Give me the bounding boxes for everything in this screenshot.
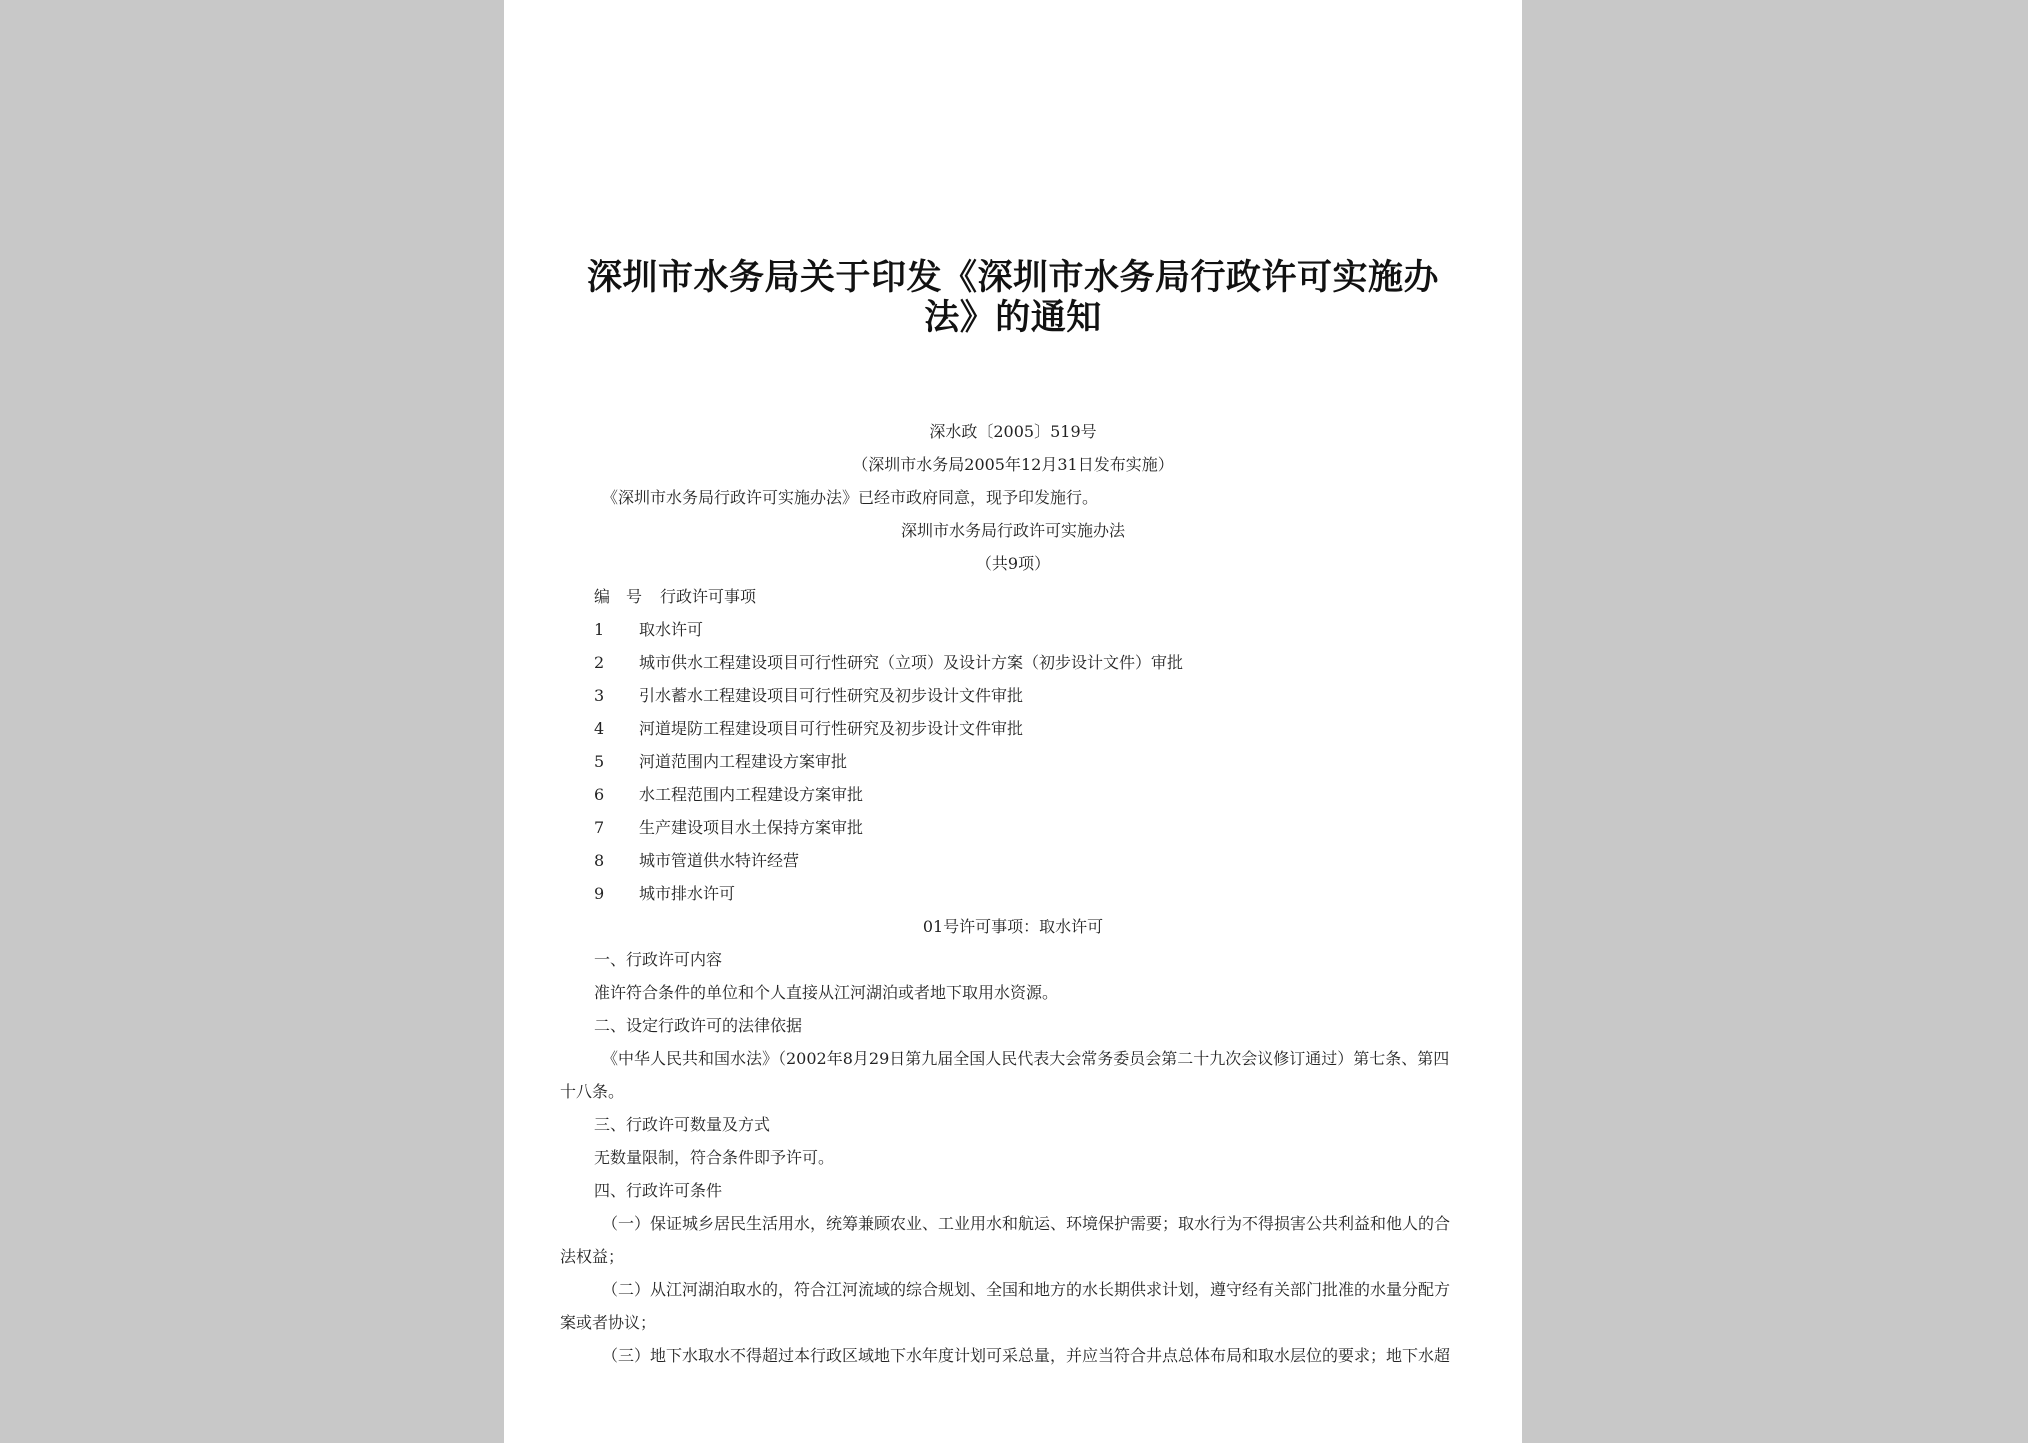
paragraph: （三）地下水取水不得超过本行政区域地下水年度计划可采总量，并应当符合井点总体布局和取水层位的要求；地下水超 — [602, 1346, 1451, 1365]
list-item-num: 5 — [594, 752, 605, 771]
list-item-text: 生产建设项目水土保持方案审批 — [639, 818, 864, 837]
list-item-text: 河道堤防工程建设项目可行性研究及初步设计文件审批 — [639, 719, 1024, 738]
list-item-num: 1 — [594, 620, 605, 639]
document-page — [504, 0, 1522, 1443]
list-item-num: 4 — [594, 719, 605, 738]
section-heading: 二、设定行政许可的法律依据 — [594, 1016, 803, 1035]
list-item-text: 引水蓄水工程建设项目可行性研究及初步设计文件审批 — [639, 686, 1024, 705]
list-item-text: 城市排水许可 — [639, 884, 736, 903]
list-item-text: 水工程范围内工程建设方案审批 — [639, 785, 864, 804]
paragraph: （一）保证城乡居民生活用水，统筹兼顾农业、工业用水和航运、环境保护需要；取水行为不得损害公共利益和他人的合 — [602, 1214, 1451, 1233]
list-item-num: 2 — [594, 653, 605, 672]
paragraph-continued: 十八条。 — [560, 1082, 625, 1101]
paragraph-continued: 案或者协议； — [560, 1313, 657, 1332]
list-item-num: 9 — [594, 884, 605, 903]
paragraph: 准许符合条件的单位和个人直接从江河湖泊或者地下取用水资源。 — [594, 983, 1059, 1002]
list-item-num: 8 — [594, 851, 605, 870]
paragraph: 无数量限制，符合条件即予许可。 — [594, 1148, 835, 1167]
list-item-text: 取水许可 — [639, 620, 704, 639]
list-item-text: 城市管道供水特许经营 — [639, 851, 800, 870]
list-item-num: 3 — [594, 686, 605, 705]
document-number: 深水政〔2005〕519号 — [929, 422, 1097, 441]
section-title: 01号许可事项：取水许可 — [922, 917, 1104, 936]
section-heading: 一、行政许可内容 — [594, 950, 723, 969]
section-heading: 三、行政许可数量及方式 — [594, 1115, 771, 1134]
document-title: 深圳市水务局关于印发《深圳市水务局行政许可实施办法》的通知 — [586, 257, 1439, 338]
section-heading: 四、行政许可条件 — [594, 1181, 723, 1200]
table-header-item: 行政许可事项 — [660, 587, 757, 606]
paragraph: （二）从江河湖泊取水的，符合江河流域的综合规划、全国和地方的水长期供求计划，遵守经有关部门批准的水量分配方 — [602, 1280, 1451, 1299]
list-item-text: 河道范围内工程建设方案审批 — [639, 752, 848, 771]
list-item-num: 7 — [594, 818, 605, 837]
paragraph-continued: 法权益； — [560, 1247, 625, 1266]
list-item-num: 6 — [594, 785, 605, 804]
paragraph: 《中华人民共和国水法》（2002年8月29日第九届全国人民代表大会常务委员会第二十九次会议修订通过）第七条、第四 — [602, 1049, 1450, 1068]
list-item-text: 城市供水工程建设项目可行性研究（立项）及设计方案（初步设计文件）审批 — [639, 653, 1184, 672]
measure-count: （共9项） — [975, 554, 1051, 573]
table-header-num: 编 号 — [594, 587, 643, 606]
measure-title: 深圳市水务局行政许可实施办法 — [900, 521, 1125, 540]
issue-info: （深圳市水务局2005年12月31日发布实施） — [852, 455, 1174, 474]
intro-paragraph: 《深圳市水务局行政许可实施办法》已经市政府同意，现予印发施行。 — [602, 488, 1099, 507]
